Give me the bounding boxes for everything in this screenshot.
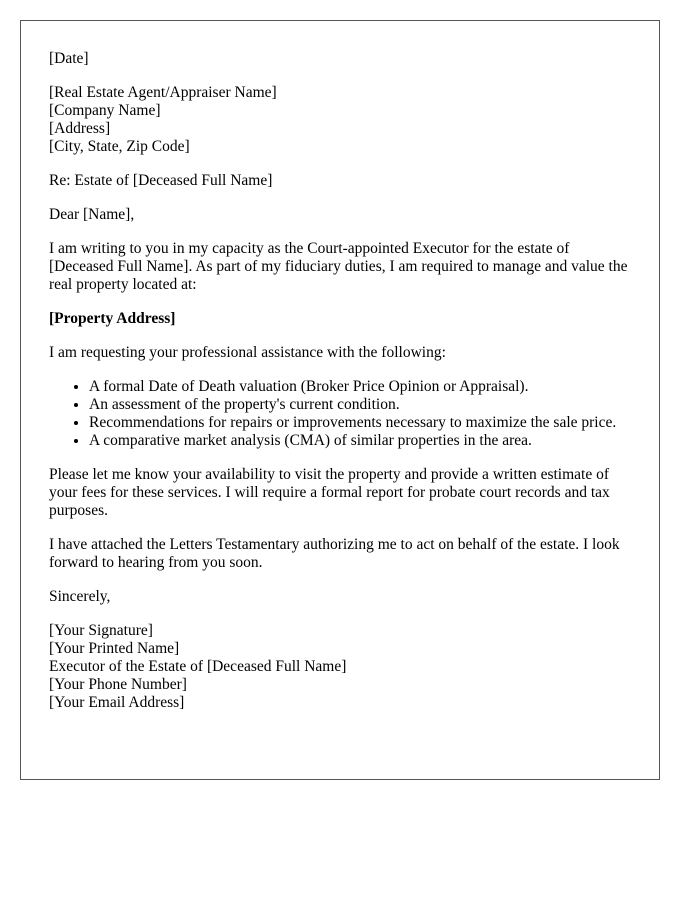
letter-page xyxy=(20,20,660,780)
list-item: • An assessment of the property's current condition. xyxy=(89,396,631,414)
recipient-name: [Real Estate Agent/Appraiser Name] xyxy=(49,84,277,101)
phone-number: [Your Phone Number] xyxy=(49,676,187,693)
letter-subject: Re: Estate of [Deceased Full Name] xyxy=(49,172,273,189)
printed-name: [Your Printed Name] xyxy=(49,640,180,657)
availability-paragraph: Please let me know your availability to visit the property and provide a written estimate of your fees for these services. I will require a formal report for probate court records and tax purposes. xyxy=(49,466,610,519)
intro-paragraph: I am writing to you in my capacity as the Court-appointed Executor for the estate of [Deceased Full Name]. As part of my fiduciary duties, I am required to manage and value the real property located at: xyxy=(49,240,628,293)
email-address: [Your Email Address] xyxy=(49,694,185,711)
recipient-city: [City, State, Zip Code] xyxy=(49,138,190,155)
attachment-paragraph: I have attached the Letters Testamentary authorizing me to act on behalf of the estate. I look forward to hearing from you soon. xyxy=(49,536,620,571)
recipient-block xyxy=(49,84,631,156)
closing: Sincerely, xyxy=(49,588,111,605)
executor-title: Executor of the Estate of [Deceased Full Name] xyxy=(49,658,347,675)
list-item: • A formal Date of Death valuation (Broker Price Opinion or Appraisal). xyxy=(89,378,631,396)
list-item: • A comparative market analysis (CMA) of similar properties in the area. xyxy=(89,432,631,450)
request-lead: I am requesting your professional assistance with the following: xyxy=(49,344,446,361)
signature-line: [Your Signature] xyxy=(49,622,153,639)
signature-block xyxy=(49,622,631,712)
salutation: Dear [Name], xyxy=(49,206,135,223)
requests-list xyxy=(49,378,631,450)
property-address: [Property Address] xyxy=(49,310,176,327)
recipient-address: [Address] xyxy=(49,120,111,137)
list-item: • Recommendations for repairs or improvements necessary to maximize the sale price. xyxy=(89,414,631,432)
recipient-company: [Company Name] xyxy=(49,102,161,119)
letter-date: [Date] xyxy=(49,50,89,67)
